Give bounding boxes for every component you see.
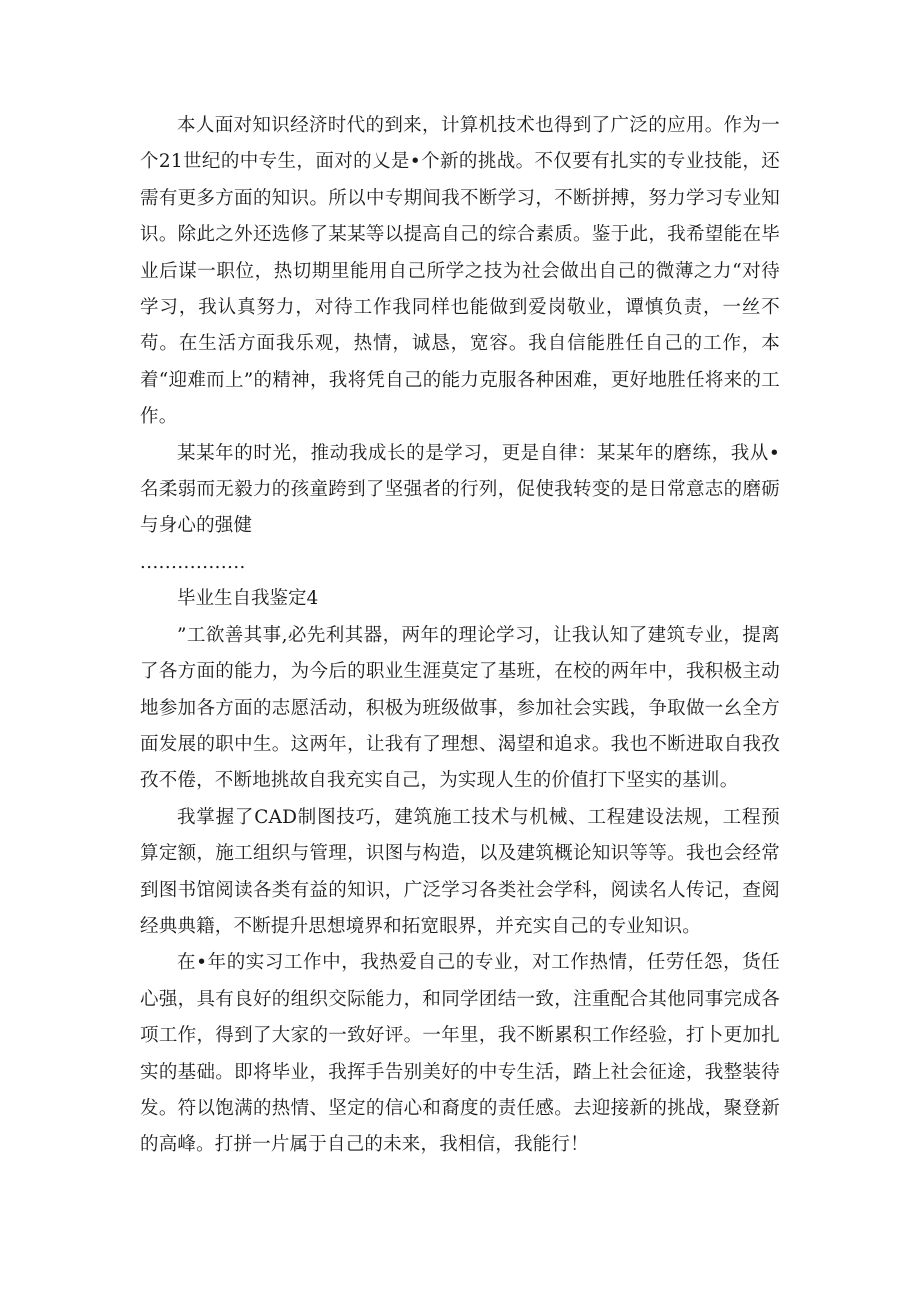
intro-paragraph-2: 某某年的时光，推动我成长的是学习，更是自律：某某年的磨练，我从•名柔弱而无毅力的孩童跨到了坚强者的行列，促使我转变的是日常意志的磨砺与身心的强健 [140, 442, 780, 537]
section-paragraph-3: 在•年的实习工作中，我热爱自己的专业，对工作热情，任劳任怨，货任心强，具有良好的组织交际能力，和同学团结一致，注重配合其他同事完成各项工作，得到了大家的一致好评。一年里，我不断累积工作经验，打卜更加扎实的基础。即将毕业，我挥手告别美好的中专生活，踏上社会征途，我整装待发。符以饱满的热情、坚定的信心和裔度的责任感。去迎接新的挑战，聚登新的高峰。打拼一片属于自己的未来，我相信，我能行！ [140, 952, 780, 1156]
ellipsis-line: ................. [140, 551, 246, 573]
section-paragraph-2: 我掌握了CAD制图技巧，建筑施工技术与机械、工程建设法规，工程预算定额，施工组织与管理，识图与构造，以及建筑概论知识等等。我也会经常到图书馆阅读各类有益的知识，广泛学习各类社会学科，阅读名人传记，查阅经典典籍，不断提升思想境界和拓宽眼界，并充实自己的专业知识。 [140, 806, 780, 937]
section-heading: 毕业生自我鉴定4 [177, 588, 319, 610]
document-page [140, 108, 780, 1164]
intro-paragraph-1: 本人面对知识经济时代的到来，计算机技术也得到了广泛的应用。作为一个21世纪的中专生，面对的乂是•个新的挑战。不仅要有扎实的专业技能，还需有更多方面的知识。所以中专期间我不断学习，不断拼搏，努力学习专业知识。除此之外还选修了某某等以提高自己的综合素质。鉴于此，我希望能在毕业后谋一职位，热切期里能用自己所学之技为社会做出自己的微薄之力“对待学习，我认真努力，对待工作我同样也能做到爱岗敬业，谭慎负责，一丝不苟。在生活方面我乐观，热情，诚恳，宽容。我自信能胜任自己的工作，本着“迎难而上”的精神，我将凭自己的能力克服各种困难，更好地胜任将来的工作。 [140, 115, 780, 428]
section-paragraph-1: ”工欲善其事,必先利其器，两年的理论学习，让我认知了建筑专业，提离了各方面的能力，为今后的职业生涯莫定了基班，在校的两年中，我积极主动地参加各方面的志愿活动，积极为班级做事，参加社会实践，争取做一幺全方面发展的职中生。这两年，让我有了理想、渴望和追求。我也不断进取自我孜孜不倦，不断地挑故自我充实自己，为实现人生的价值打下坚实的基训。 [140, 624, 780, 792]
